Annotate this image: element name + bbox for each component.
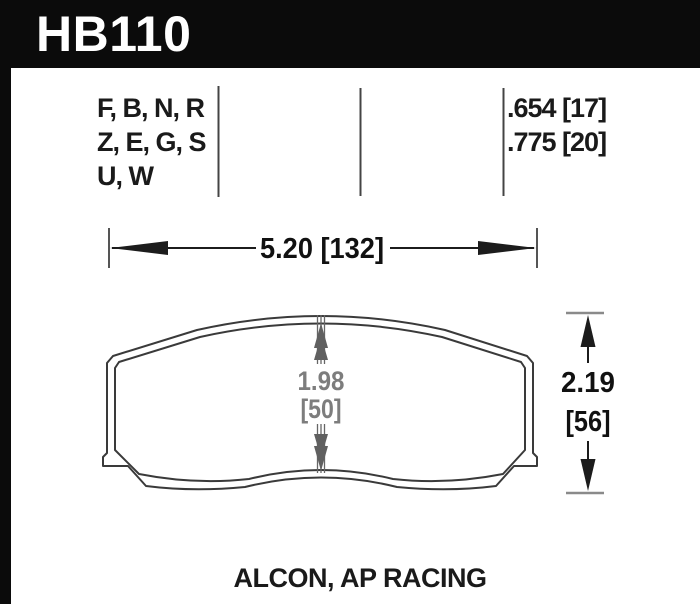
height-dim-mm-label: [56] [565, 406, 611, 438]
arrow-right-icon [478, 241, 536, 255]
compound-line-1: F, B, N, R [97, 93, 205, 123]
height-dim-in-label: 2.19 [561, 367, 615, 399]
arrow-up-icon [581, 315, 596, 347]
applications-caption: ALCON, AP RACING [233, 563, 487, 593]
center-height-in-label: 1.98 [297, 366, 345, 396]
thickness-line-1: .654 [17] [507, 93, 607, 123]
thickness-line-2: .775 [20] [507, 127, 607, 157]
center-height-mm-label: [50] [300, 394, 342, 424]
width-dim-label: 5.20 [132] [260, 233, 384, 265]
part-number: HB110 [36, 6, 192, 62]
arrow-left-icon [110, 241, 168, 255]
compound-line-2: Z, E, G, S [97, 127, 206, 157]
compound-line-3: U, W [97, 161, 153, 191]
arrow-down-icon [581, 459, 596, 491]
